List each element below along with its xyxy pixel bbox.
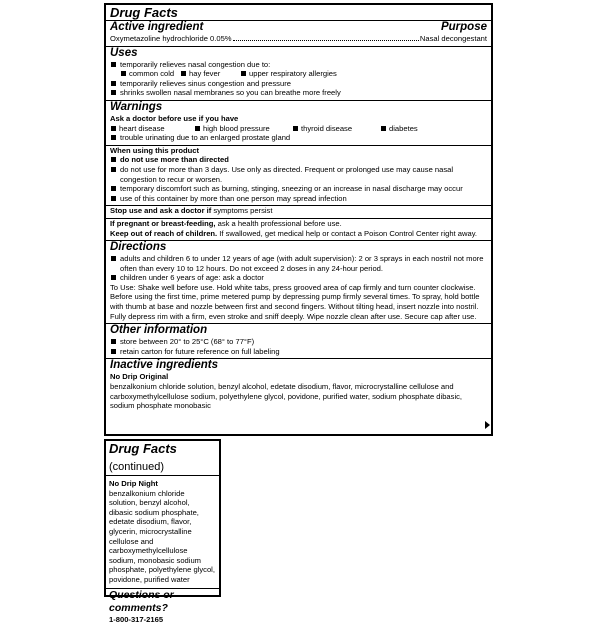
ask-doctor-heading: Ask a doctor before use if you have	[110, 113, 239, 123]
when-item: do not use for more than 3 days. Use only as directed. Frequent or prolonged use may cause nasal congestion to recur or worsen.	[110, 165, 487, 184]
warnings-section	[110, 101, 487, 238]
ingredient-line: glycerin, microcrystalline	[109, 526, 192, 536]
continued-subheading: No Drip Night	[109, 479, 158, 488]
when-using-heading: When using this product	[110, 145, 200, 155]
inactive-text: benzalkonium chloride solution, benzyl alcohol, edetate disodium, flavor, microcrystalline cellulose and carboxymethylcellulose sodium, polyethylene glycol, povidone, purified water, sodium phosphate dibasic, sodium phosphate monobasic	[110, 382, 463, 411]
uses-section	[110, 47, 487, 98]
questions-heading: Questions or comments?	[109, 588, 174, 614]
inactive-heading: Inactive ingredients	[110, 359, 219, 372]
ingredient-line: cellulose and	[109, 536, 154, 546]
drug-facts-panel	[104, 3, 493, 436]
other-info-heading: Other information	[110, 324, 208, 337]
drug-facts-continued-panel	[104, 439, 221, 624]
warning-item: trouble urinating due to an enlarged prostate gland	[110, 133, 487, 143]
continued-ingredients	[109, 489, 216, 585]
continued-title: Drug Facts (continued)	[109, 441, 177, 473]
ingredient-line: solution, benzyl alcohol,	[109, 498, 190, 508]
uses-heading: Uses	[110, 46, 138, 59]
when-item: temporary discomfort such as burning, stinging, sneezing or an increase in nasal discharge may occur	[110, 184, 487, 194]
leader-dots	[233, 40, 419, 41]
ingredient-line: povidone, purified water	[109, 574, 190, 584]
ingredient-line: benzalkonium chloride	[109, 488, 185, 498]
purpose-heading: Purpose	[440, 21, 487, 33]
directions-section	[110, 241, 487, 321]
ingredient-line: edetate disodium, flavor,	[109, 517, 192, 527]
ingredient-line: dibasic sodium phosphate,	[109, 507, 199, 517]
stop-use: Stop use and ask a doctor if symptoms persist	[110, 206, 273, 216]
ingredient-line: carboxymethylcellulose	[109, 546, 188, 556]
uses-item: temporarily relieves sinus congestion and pressure	[110, 79, 487, 89]
inactive-subheading: No Drip Original	[110, 372, 169, 382]
warnings-heading: Warnings	[110, 100, 163, 113]
conditions-list: heart disease high blood pressure thyroid disease diabetes	[110, 124, 487, 134]
uses-item: temporarily relieves nasal congestion due to:	[110, 60, 487, 70]
divider	[106, 475, 219, 476]
other-info-section	[110, 324, 487, 356]
directions-item: children under 6 years of age: ask a doctor	[110, 273, 487, 283]
ingredient-line: phosphate, polyethylene glycol,	[109, 565, 215, 575]
directions-heading: Directions	[110, 241, 167, 254]
active-ingredient-heading: Active ingredient	[110, 21, 204, 33]
directions-item: adults and children 6 to under 12 years of age (with adult supervision): 2 or 3 sprays in each nostril not more often than every 10 to 12 hours. Do not exceed 2 doses in any 24-hour period.	[110, 254, 487, 273]
other-info-item: store between 20° to 25°C (68° to 77°F)	[110, 337, 487, 347]
when-item: do not use more than directed	[110, 155, 487, 165]
active-ingredient-purpose: Nasal decongestant	[419, 34, 487, 43]
ingredient-line: sodium, monobasic sodium	[109, 555, 202, 565]
when-item: use of this container by more than one person may spread infection	[110, 194, 487, 204]
phone-number: 1-800-317-2165	[109, 614, 164, 624]
active-ingredient-name: Oxymetazoline hydrochloride 0.05%	[110, 34, 232, 43]
uses-item: shrinks swollen nasal membranes so you can breathe more freely	[110, 88, 487, 98]
active-ingredient-section	[110, 21, 487, 44]
directions-text: To Use: Shake well before use. Hold white tabs, press grooved area of cap firmly and turn counter clockwise. Before using the first time, prime metered pump by depressing pump firmly several times. To spray, hold bottle with thumb at base and nozzle between first and second fingers. Without tilting head, insert nozzle into nostril. Fully depress rim with a firm, even stroke and sniff deeply. Wipe nozzle clean after use. Secure cap after use.	[110, 282, 480, 321]
pregnant-warning: If pregnant or breast-feeding, ask a health professional before use.	[110, 218, 342, 228]
continue-arrow-icon	[485, 421, 490, 429]
other-info-item: retain carton for future reference on full labeling	[110, 347, 487, 357]
inactive-section	[110, 359, 487, 410]
uses-subitems: common cold hay fever upper respiratory allergies	[110, 69, 487, 79]
drug-facts-title: Drug Facts	[110, 5, 178, 20]
keep-out-warning: Keep out of reach of children. If swallowed, get medical help or contact a Poison Control Center right away.	[110, 228, 478, 238]
